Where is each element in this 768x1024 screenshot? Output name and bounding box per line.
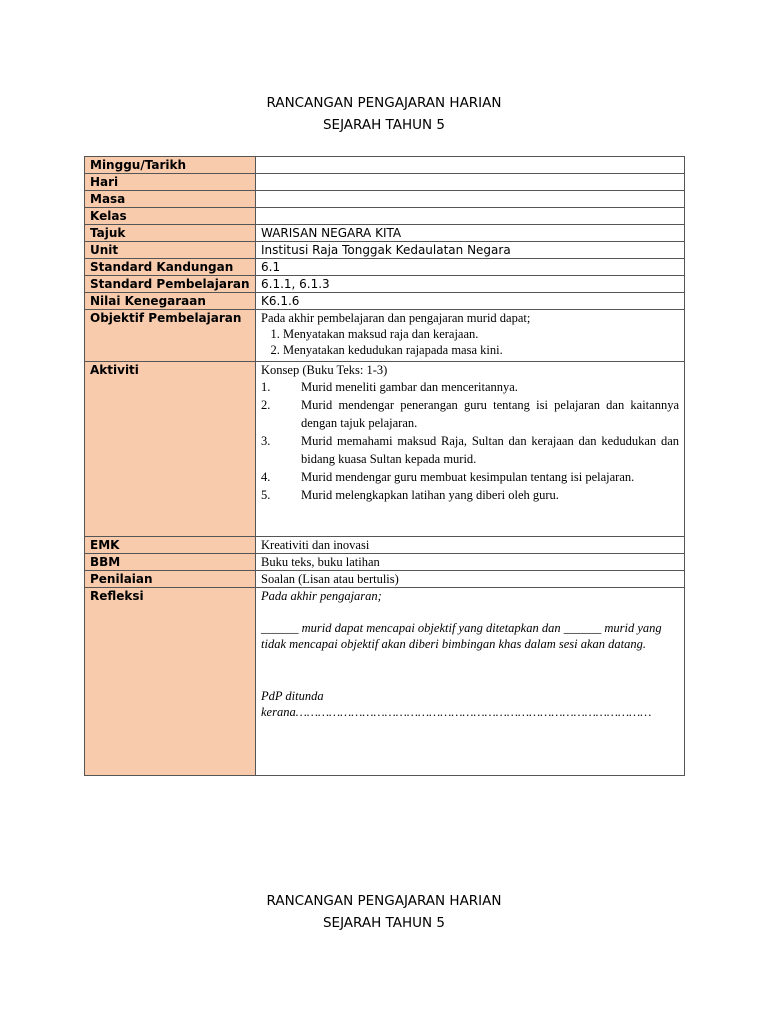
document-title — [0, 890, 768, 934]
title-line-2: SEJARAH TAHUN 5 — [322, 915, 446, 931]
row-sk — [85, 259, 685, 276]
value-tajuk: WARISAN NEGARA KITA — [256, 225, 685, 242]
list-item: 1. Menyatakan maksud raja dan kerajaan. — [283, 326, 679, 342]
list-item — [261, 396, 679, 432]
value-nilai-kenegaraan: K6.1.6 — [256, 293, 685, 310]
label-aktiviti: Aktiviti — [85, 362, 256, 537]
value-bbm: Buku teks, buku latihan — [256, 554, 685, 571]
value-standard-kandungan: 6.1 — [256, 259, 685, 276]
value-hari — [256, 174, 685, 191]
list-item — [261, 378, 679, 396]
label-emk: EMK — [85, 537, 256, 554]
row-tajuk — [85, 225, 685, 242]
refleksi-line-2: ______ murid dapat mencapai objektif yang ditetapkan dan ______ murid yang tidak mencapai objektif akan diberi bimbingan khas dalam sesi akan datang. — [261, 621, 662, 651]
item-number: 5. — [261, 488, 271, 502]
row-aktiviti — [85, 362, 685, 537]
lesson-plan-table — [84, 156, 685, 776]
label-bbm: BBM — [85, 554, 256, 571]
item-number: 3. — [261, 434, 271, 448]
row-sp — [85, 276, 685, 293]
list-item — [261, 432, 679, 468]
item-text: Murid mendengar guru membuat kesimpulan tentang isi pelajaran. — [301, 470, 635, 484]
row-emk — [85, 537, 685, 554]
row-unit — [85, 242, 685, 259]
row-masa — [85, 191, 685, 208]
objektif-list — [261, 326, 679, 358]
refleksi-line-1: Pada akhir pengajaran; — [261, 589, 382, 603]
label-kelas: Kelas — [85, 208, 256, 225]
row-penilaian — [85, 571, 685, 588]
aktiviti-list — [261, 378, 679, 504]
value-unit: Institusi Raja Tonggak Kedaulatan Negara — [256, 242, 685, 259]
value-masa — [256, 191, 685, 208]
title-line-1: RANCANGAN PENGAJARAN HARIAN — [266, 95, 502, 111]
label-standard-pembelajaran: Standard Pembelajaran — [85, 276, 256, 293]
item-text: Murid mendengar penerangan guru tentang isi pelajaran dan kaitannya dengan tajuk pelajaran. — [301, 398, 679, 430]
title-line-1: RANCANGAN PENGAJARAN HARIAN — [266, 893, 502, 909]
item-text: Murid melengkapkan latihan yang diberi oleh guru. — [301, 488, 559, 502]
row-nilai — [85, 293, 685, 310]
value-kelas — [256, 208, 685, 225]
list-item — [261, 486, 679, 504]
refleksi-line-4: kerana…………………………………………………………………………………… — [261, 705, 652, 719]
row-hari — [85, 174, 685, 191]
value-emk: Kreativiti dan inovasi — [256, 537, 685, 554]
list-item — [261, 468, 679, 486]
refleksi-line-3: PdP ditunda — [261, 689, 324, 703]
objektif-intro: Pada akhir pembelajaran dan pengajaran murid dapat; — [261, 311, 531, 325]
row-minggu — [85, 157, 685, 174]
label-penilaian: Penilaian — [85, 571, 256, 588]
item-number: 1. — [261, 380, 271, 394]
label-nilai-kenegaraan: Nilai Kenegaraan — [85, 293, 256, 310]
label-tajuk: Tajuk — [85, 225, 256, 242]
value-penilaian: Soalan (Lisan atau bertulis) — [256, 571, 685, 588]
label-standard-kandungan: Standard Kandungan — [85, 259, 256, 276]
value-aktiviti — [256, 362, 685, 537]
label-refleksi: Refleksi — [85, 588, 256, 776]
row-objektif — [85, 310, 685, 362]
list-item: 2. Menyatakan kedudukan rajapada masa kini. — [283, 342, 679, 358]
label-minggu: Minggu/Tarikh — [85, 157, 256, 174]
document-title — [0, 92, 768, 136]
item-number: 2. — [261, 398, 271, 412]
row-kelas — [85, 208, 685, 225]
item-text: Murid meneliti gambar dan menceritannya. — [301, 380, 518, 394]
item-text: Murid memahami maksud Raja, Sultan dan kerajaan dan kedudukan dan bidang kuasa Sultan kepada murid. — [301, 434, 679, 466]
row-bbm — [85, 554, 685, 571]
label-hari: Hari — [85, 174, 256, 191]
value-objektif — [256, 310, 685, 362]
label-objektif: Objektif Pembelajaran — [85, 310, 256, 362]
label-masa: Masa — [85, 191, 256, 208]
label-unit: Unit — [85, 242, 256, 259]
value-standard-pembelajaran: 6.1.1, 6.1.3 — [256, 276, 685, 293]
value-minggu — [256, 157, 685, 174]
row-refleksi — [85, 588, 685, 776]
aktiviti-intro: Konsep (Buku Teks: 1-3) — [261, 363, 388, 377]
title-line-2: SEJARAH TAHUN 5 — [322, 117, 446, 133]
item-number: 4. — [261, 470, 271, 484]
value-refleksi — [256, 588, 685, 776]
